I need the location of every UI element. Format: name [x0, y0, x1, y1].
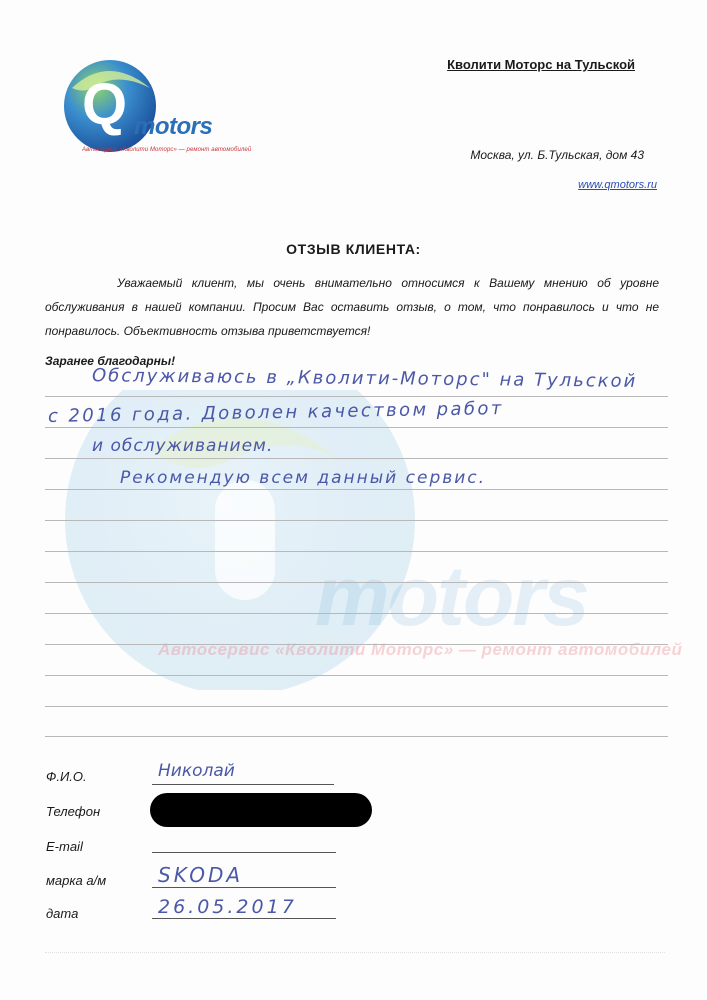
review-line-2: с 2016 года. Доволен качеством работ — [47, 398, 504, 427]
logo-letter: Q — [82, 72, 128, 137]
review-rule-line — [45, 520, 668, 521]
review-rule-line — [45, 489, 668, 490]
company-name: Кволити Моторс на Тульской — [447, 57, 635, 72]
field-value-date: 26.05.2017 — [158, 896, 297, 918]
field-label-date: дата — [46, 906, 79, 921]
logo-tagline: Автосервис «Кволити Моторс» — ремонт автомобилей — [82, 147, 252, 153]
field-label-car-make: марка а/м — [46, 873, 107, 888]
watermark-tagline: Автосервис «Кволити Моторс» — ремонт автомобилей — [158, 640, 683, 659]
field-label-name: Ф.И.О. — [46, 769, 87, 784]
logo-wordmark: motors — [134, 113, 213, 140]
review-rule-line — [45, 396, 668, 397]
review-rule-line — [45, 613, 668, 614]
field-label-phone: Телефон — [46, 804, 101, 819]
form-title: ОТЗЫВ КЛИЕНТА: — [286, 241, 421, 257]
field-line-email — [152, 852, 336, 853]
field-line-name — [152, 784, 334, 785]
review-rule-line — [45, 736, 668, 737]
review-rule-line — [45, 675, 668, 676]
thanks-note: Заранее благодарны! — [45, 354, 176, 368]
field-value-name: Николай — [158, 761, 235, 781]
review-rule-line — [45, 427, 668, 428]
redacted-phone-block — [150, 793, 372, 827]
review-line-3: и обслуживанием. — [92, 436, 274, 456]
form-intro: Уважаемый клиент, мы очень внимательно относимся к Вашему мнению об уровне обслуживания в нашей компании. Просим Вас оставить отзыв, о том, что понравилось и что не понравилось. Объективность отзыва приветствуется! — [45, 276, 659, 338]
review-line-4: Рекомендую всем данный сервис. — [120, 468, 487, 488]
field-value-car-make: SKODA — [158, 863, 244, 887]
review-rule-line — [45, 582, 668, 583]
review-rule-line — [45, 551, 668, 552]
bottom-divider — [45, 952, 665, 953]
field-label-email: E-mail — [46, 839, 83, 854]
field-line-car-make — [152, 887, 336, 888]
review-rule-line — [45, 458, 668, 459]
company-website-link[interactable]: www.qmotors.ru — [578, 179, 657, 191]
review-rule-line — [45, 644, 668, 645]
field-line-date — [152, 918, 336, 919]
review-rule-line — [45, 706, 668, 707]
review-line-1: Обслуживаюсь в „Кволити-Моторс" на Тульской — [91, 365, 638, 392]
company-address: Москва, ул. Б.Тульская, дом 43 — [470, 148, 644, 162]
watermark-brand: motors — [315, 549, 588, 643]
